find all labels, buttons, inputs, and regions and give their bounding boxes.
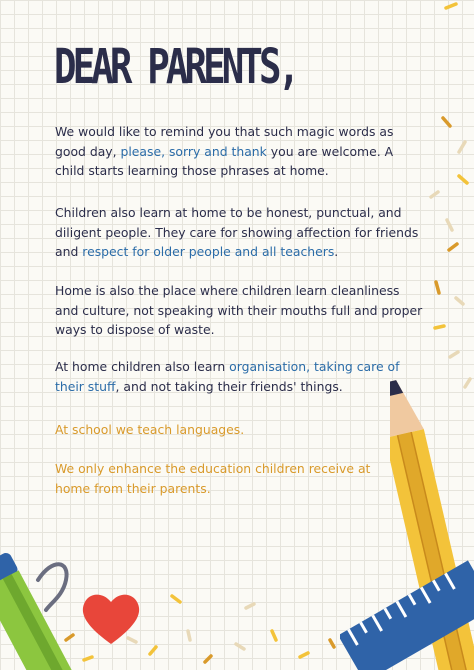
paragraph-education: We only enhance the education children receive at home from their parents.: [55, 461, 371, 496]
ruler-illustration: [340, 560, 474, 670]
paragraph-cleanliness: Home is also the place where children learn cleanliness and culture, not speaking with their mouths full and proper ways to dispose of waste.: [55, 283, 423, 337]
paragraph-text: At home children also learn: [55, 359, 230, 374]
paragraph-languages: At school we teach languages.: [55, 422, 245, 437]
highlighted-phrase: please, sorry and thank: [120, 143, 267, 159]
paragraph-text: , and not taking their friends' things.: [115, 378, 343, 394]
paragraph-text: We would like to remind you that such magic words as good day,: [55, 124, 394, 159]
paragraph-text: Children also learn at home to be honest, punctual, and diligent people. They care for showing affection for friends and: [55, 205, 419, 259]
paragraph-text: you are welcome. A child starts learning those phrases at home.: [55, 143, 394, 178]
paragraph-text: .: [334, 244, 339, 259]
highlighted-phrase: organisation, taking care of their stuff: [55, 359, 400, 394]
letter-title: DEAR PARENTS,: [54, 39, 297, 95]
highlighted-phrase: respect for older people and all teachers: [82, 244, 335, 259]
pen-illustration: [0, 540, 90, 670]
